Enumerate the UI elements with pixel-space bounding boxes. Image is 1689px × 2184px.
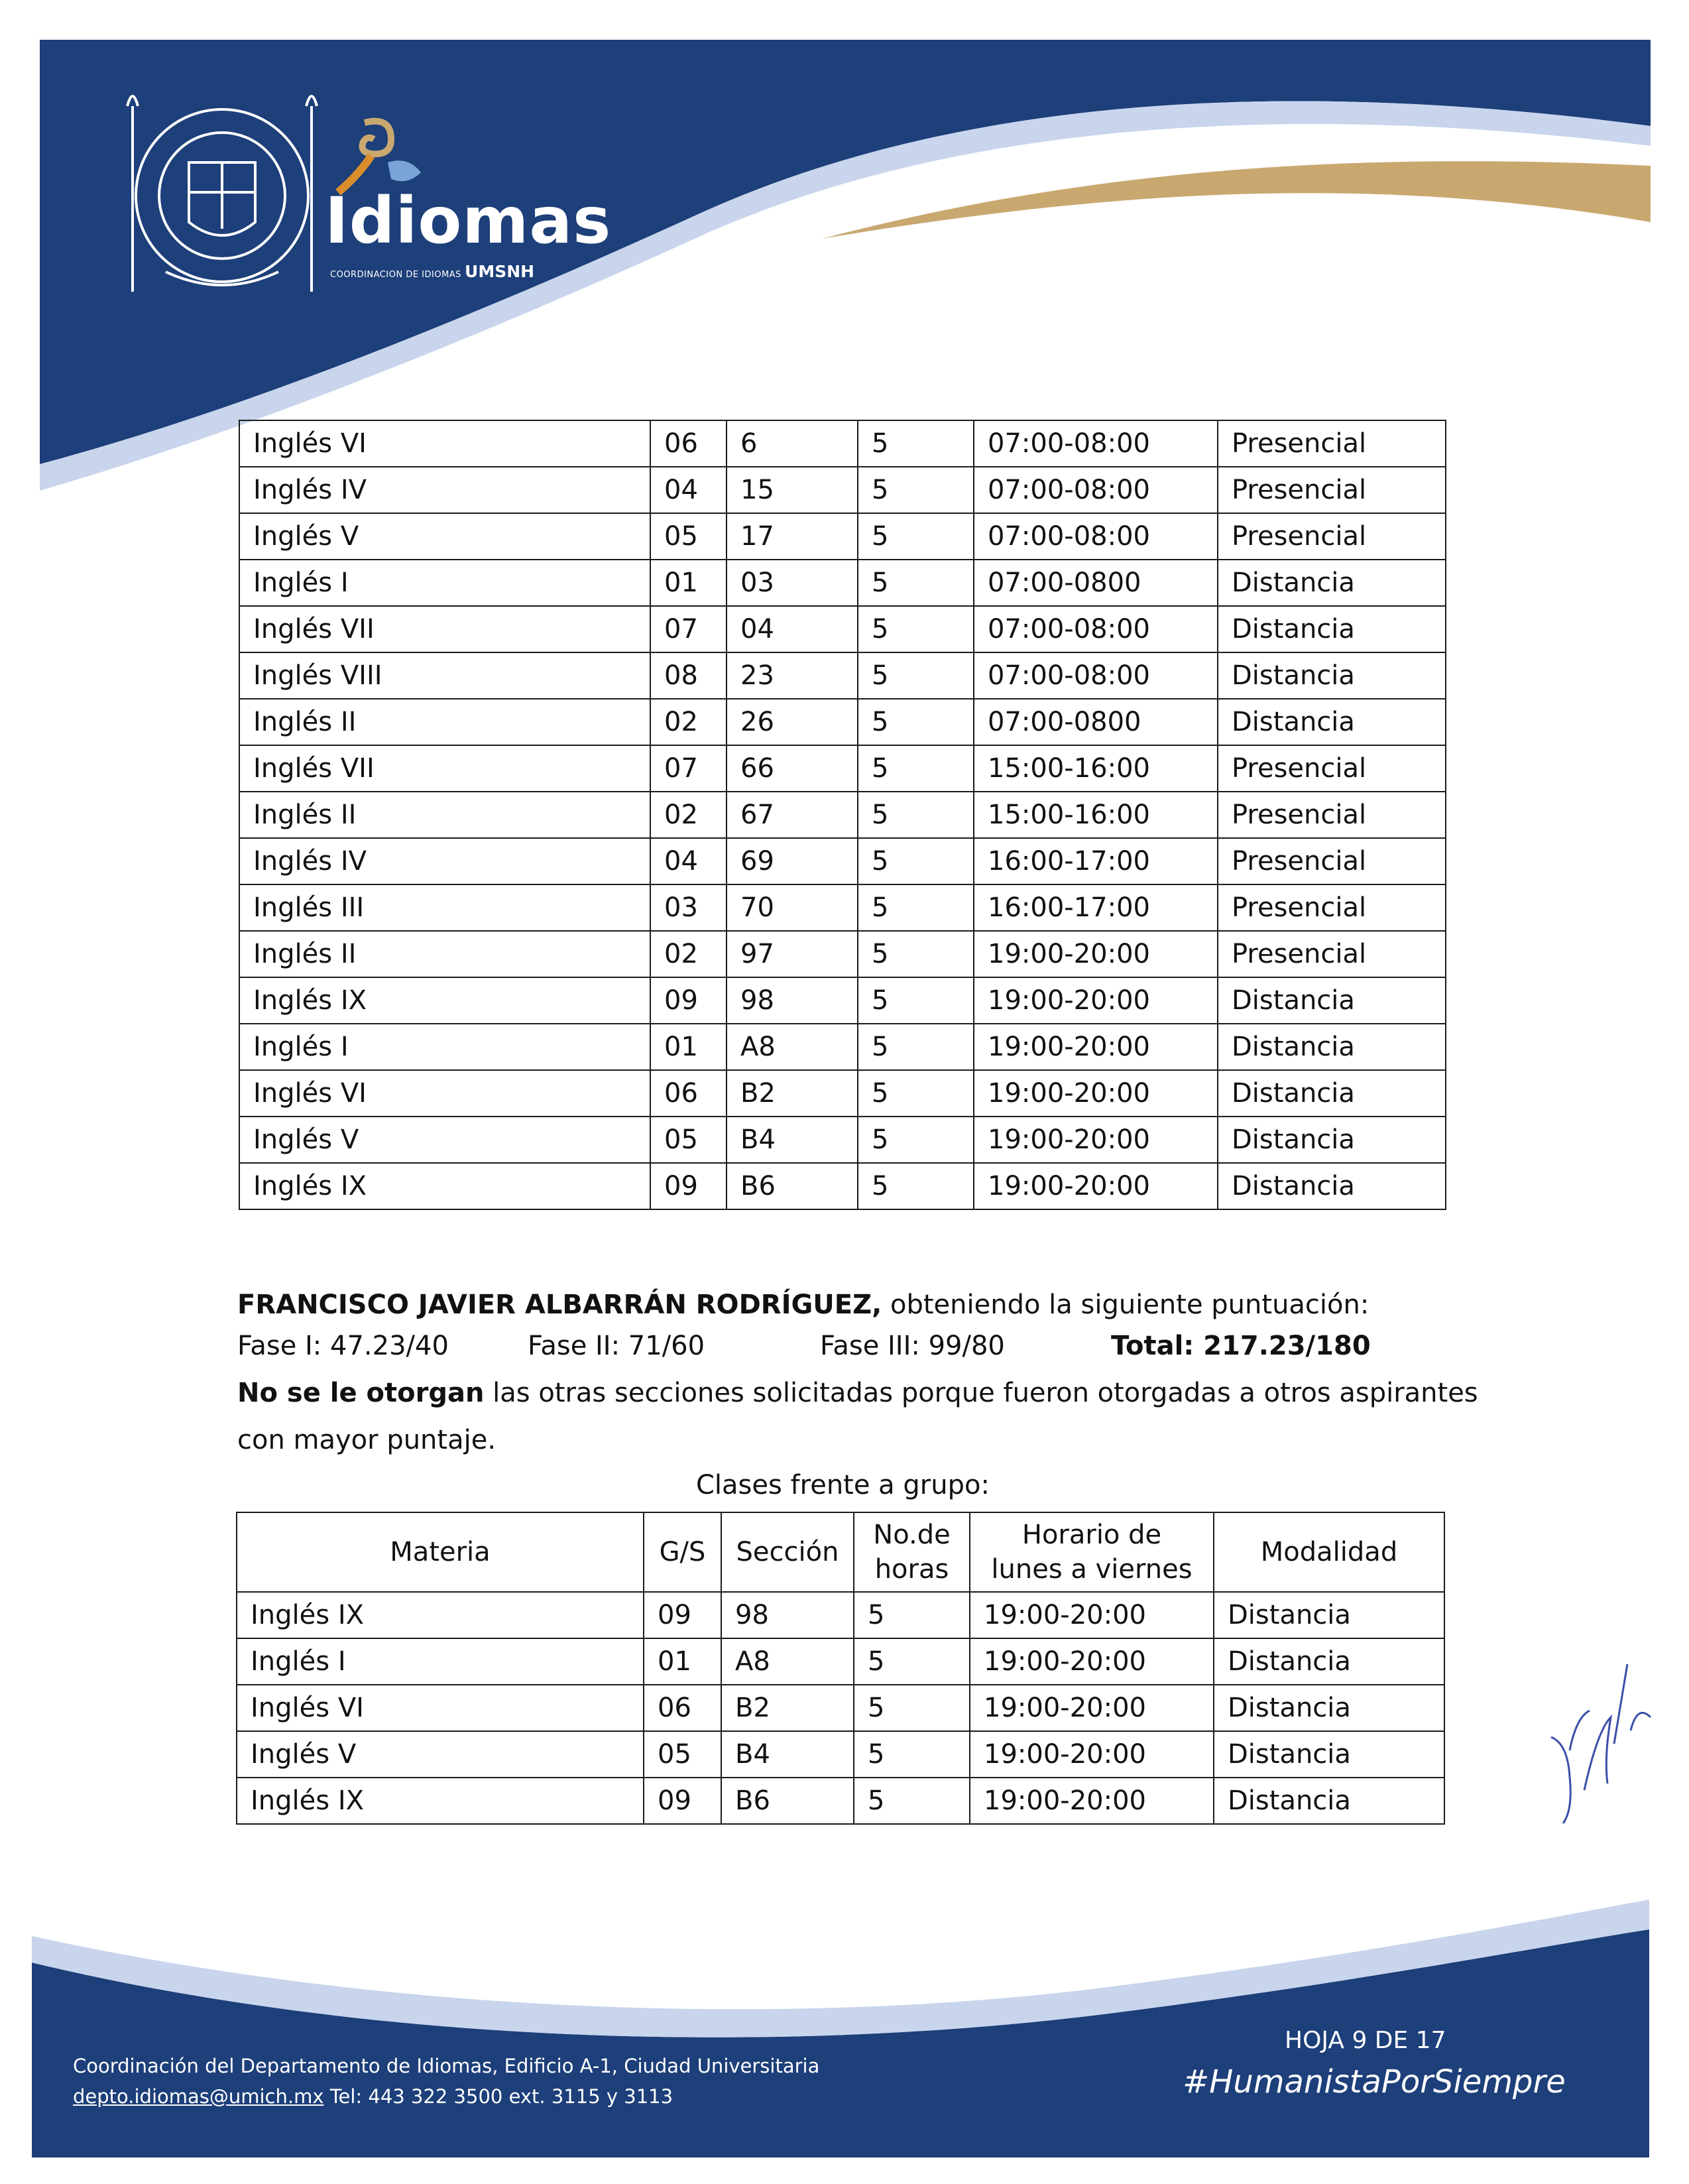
table-row bbox=[239, 792, 1446, 838]
cell-horario: 19:00-20:00 bbox=[974, 1117, 1218, 1163]
cell-materia: Inglés VIII bbox=[239, 652, 650, 699]
cell-seccion: 70 bbox=[727, 884, 858, 931]
cell-horario: 19:00-20:00 bbox=[970, 1731, 1214, 1778]
cell-materia: Inglés I bbox=[237, 1638, 644, 1685]
cell-horas: 5 bbox=[858, 699, 974, 745]
not-granted-note-line2: con mayor puntaje. bbox=[237, 1425, 496, 1455]
cell-gs: 04 bbox=[650, 467, 727, 513]
cell-horas: 5 bbox=[854, 1685, 970, 1731]
cell-materia: Inglés IX bbox=[239, 977, 650, 1024]
footer-email-link[interactable]: depto.idiomas@umich.mx bbox=[73, 2085, 324, 2108]
cell-seccion: 98 bbox=[721, 1592, 854, 1638]
table-row bbox=[239, 560, 1446, 606]
table-row bbox=[239, 1070, 1446, 1117]
table-row bbox=[237, 1592, 1444, 1638]
cell-gs: 07 bbox=[650, 745, 727, 792]
cell-horas: 5 bbox=[858, 467, 974, 513]
cell-seccion: 98 bbox=[727, 977, 858, 1024]
classes-title: Clases frente a grupo: bbox=[696, 1470, 990, 1500]
cell-seccion: 97 bbox=[727, 931, 858, 977]
cell-horario: 19:00-20:00 bbox=[974, 931, 1218, 977]
footer-contact: depto.idiomas@umich.mx Tel: 443 322 3500 ext. 3115 y 3113 bbox=[73, 2085, 673, 2108]
cell-modalidad: Distancia bbox=[1214, 1778, 1444, 1824]
cell-horas: 5 bbox=[858, 792, 974, 838]
cell-horas: 5 bbox=[858, 420, 974, 467]
cell-horas: 5 bbox=[858, 1070, 974, 1117]
table-row bbox=[239, 931, 1446, 977]
cell-modalidad: Presencial bbox=[1218, 931, 1446, 977]
cell-modalidad: Presencial bbox=[1218, 884, 1446, 931]
cell-modalidad: Presencial bbox=[1218, 467, 1446, 513]
table-row bbox=[239, 420, 1446, 467]
cell-horas: 5 bbox=[854, 1592, 970, 1638]
cell-gs: 09 bbox=[644, 1778, 721, 1824]
cell-horas: 5 bbox=[858, 838, 974, 884]
idiomas-wordmark: Idiomas bbox=[325, 184, 612, 258]
cell-horas: 5 bbox=[858, 652, 974, 699]
cell-horario: 15:00-16:00 bbox=[974, 745, 1218, 792]
cell-seccion: B6 bbox=[721, 1778, 854, 1824]
cell-gs: 01 bbox=[650, 1024, 727, 1070]
col-header-gs: G/S bbox=[644, 1512, 721, 1592]
cell-horas: 5 bbox=[854, 1731, 970, 1778]
cell-materia: Inglés IX bbox=[237, 1778, 644, 1824]
cell-horas: 5 bbox=[858, 745, 974, 792]
cell-seccion: B6 bbox=[727, 1163, 858, 1209]
cell-seccion: 03 bbox=[727, 560, 858, 606]
cell-seccion: A8 bbox=[721, 1638, 854, 1685]
cell-horario: 19:00-20:00 bbox=[970, 1592, 1214, 1638]
col-header-materia: Materia bbox=[237, 1512, 644, 1592]
cell-gs: 09 bbox=[650, 1163, 727, 1209]
table-row bbox=[237, 1731, 1444, 1778]
cell-seccion: B4 bbox=[721, 1731, 854, 1778]
candidate-intro: FRANCISCO JAVIER ALBARRÁN RODRÍGUEZ, obteniendo la siguiente puntuación: bbox=[237, 1290, 1369, 1320]
cell-modalidad: Distancia bbox=[1218, 1024, 1446, 1070]
cell-modalidad: Distancia bbox=[1218, 606, 1446, 652]
cell-gs: 06 bbox=[650, 420, 727, 467]
cell-seccion: 67 bbox=[727, 792, 858, 838]
cell-gs: 08 bbox=[650, 652, 727, 699]
cell-gs: 02 bbox=[650, 931, 727, 977]
cell-horas: 5 bbox=[858, 977, 974, 1024]
cell-horario: 07:00-08:00 bbox=[974, 467, 1218, 513]
cell-seccion: 69 bbox=[727, 838, 858, 884]
table-row bbox=[239, 884, 1446, 931]
cell-gs: 06 bbox=[650, 1070, 727, 1117]
table-row bbox=[239, 838, 1446, 884]
cell-seccion: 66 bbox=[727, 745, 858, 792]
cell-seccion: B4 bbox=[727, 1117, 858, 1163]
cell-materia: Inglés II bbox=[239, 699, 650, 745]
cell-horario: 19:00-20:00 bbox=[974, 1070, 1218, 1117]
cell-modalidad: Presencial bbox=[1218, 420, 1446, 467]
cell-gs: 05 bbox=[650, 1117, 727, 1163]
cell-modalidad: Presencial bbox=[1218, 513, 1446, 560]
cell-seccion: 17 bbox=[727, 513, 858, 560]
table-row bbox=[239, 1163, 1446, 1209]
idiomas-subtitle: COORDINACION DE IDIOMAS UMSNH bbox=[330, 262, 535, 281]
cell-materia: Inglés VI bbox=[237, 1685, 644, 1731]
cell-materia: Inglés V bbox=[239, 513, 650, 560]
cell-gs: 09 bbox=[650, 977, 727, 1024]
cell-seccion: 6 bbox=[727, 420, 858, 467]
cell-seccion: A8 bbox=[727, 1024, 858, 1070]
cell-materia: Inglés VI bbox=[239, 420, 650, 467]
cell-horas: 5 bbox=[854, 1638, 970, 1685]
cell-horas: 5 bbox=[858, 1024, 974, 1070]
table-row bbox=[239, 1024, 1446, 1070]
cell-horario: 19:00-20:00 bbox=[970, 1638, 1214, 1685]
cell-horario: 19:00-20:00 bbox=[970, 1685, 1214, 1731]
cell-gs: 05 bbox=[644, 1731, 721, 1778]
cell-seccion: 23 bbox=[727, 652, 858, 699]
cell-modalidad: Distancia bbox=[1218, 1070, 1446, 1117]
table-row bbox=[239, 513, 1446, 560]
cell-gs: 07 bbox=[650, 606, 727, 652]
cell-modalidad: Distancia bbox=[1214, 1592, 1444, 1638]
fase-1-score: Fase I: 47.23/40 bbox=[237, 1331, 449, 1361]
footer-banner bbox=[32, 1870, 1649, 2157]
classes-table-header bbox=[237, 1512, 1444, 1592]
cell-modalidad: Distancia bbox=[1218, 699, 1446, 745]
cell-horario: 19:00-20:00 bbox=[974, 1024, 1218, 1070]
table-row bbox=[237, 1638, 1444, 1685]
cell-materia: Inglés IX bbox=[239, 1163, 650, 1209]
table-row bbox=[239, 745, 1446, 792]
cell-horas: 5 bbox=[858, 560, 974, 606]
table-row bbox=[237, 1778, 1444, 1824]
cell-materia: Inglés VI bbox=[239, 1070, 650, 1117]
fase-2-score: Fase II: 71/60 bbox=[528, 1331, 705, 1361]
cell-horas: 5 bbox=[858, 606, 974, 652]
cell-gs: 04 bbox=[650, 838, 727, 884]
col-header-seccion: Sección bbox=[721, 1512, 854, 1592]
cell-gs: 02 bbox=[650, 792, 727, 838]
cell-materia: Inglés IV bbox=[239, 838, 650, 884]
cell-materia: Inglés II bbox=[239, 931, 650, 977]
cell-seccion: 26 bbox=[727, 699, 858, 745]
page-number: HOJA 9 DE 17 bbox=[1285, 2027, 1446, 2054]
cell-horario: 07:00-08:00 bbox=[974, 606, 1218, 652]
not-granted-note: No se le otorgan las otras secciones solicitadas porque fueron otorgadas a otros aspirantes bbox=[237, 1378, 1478, 1408]
cell-modalidad: Distancia bbox=[1218, 1163, 1446, 1209]
col-header-horario: Horario de lunes a viernes bbox=[970, 1512, 1214, 1592]
cell-materia: Inglés IX bbox=[237, 1592, 644, 1638]
university-seal-logo bbox=[113, 80, 331, 305]
cell-materia: Inglés VII bbox=[239, 606, 650, 652]
table-row bbox=[239, 606, 1446, 652]
cell-gs: 06 bbox=[644, 1685, 721, 1731]
cell-horario: 07:00-0800 bbox=[974, 560, 1218, 606]
cell-horas: 5 bbox=[858, 1117, 974, 1163]
cell-horas: 5 bbox=[854, 1778, 970, 1824]
col-header-modalidad: Modalidad bbox=[1214, 1512, 1444, 1592]
cell-horario: 16:00-17:00 bbox=[974, 838, 1218, 884]
cell-materia: Inglés V bbox=[237, 1731, 644, 1778]
cell-horas: 5 bbox=[858, 884, 974, 931]
candidate-name: FRANCISCO JAVIER ALBARRÁN RODRÍGUEZ, bbox=[237, 1290, 882, 1320]
schedule-table bbox=[239, 420, 1446, 1210]
cell-modalidad: Distancia bbox=[1214, 1685, 1444, 1731]
cell-seccion: 15 bbox=[727, 467, 858, 513]
cell-modalidad: Distancia bbox=[1218, 977, 1446, 1024]
cell-horario: 07:00-08:00 bbox=[974, 513, 1218, 560]
table-row bbox=[239, 699, 1446, 745]
cell-horario: 07:00-0800 bbox=[974, 699, 1218, 745]
cell-seccion: B2 bbox=[721, 1685, 854, 1731]
cell-materia: Inglés V bbox=[239, 1117, 650, 1163]
cell-seccion: B2 bbox=[727, 1070, 858, 1117]
cell-modalidad: Distancia bbox=[1214, 1731, 1444, 1778]
cell-gs: 05 bbox=[650, 513, 727, 560]
col-header-horas: No.de horas bbox=[854, 1512, 970, 1592]
cell-modalidad: Distancia bbox=[1218, 652, 1446, 699]
table-row bbox=[239, 467, 1446, 513]
idiomas-logo bbox=[325, 116, 612, 288]
cell-gs: 03 bbox=[650, 884, 727, 931]
cell-materia: Inglés II bbox=[239, 792, 650, 838]
classes-table bbox=[236, 1512, 1445, 1825]
cell-horario: 19:00-20:00 bbox=[970, 1778, 1214, 1824]
handwritten-signature bbox=[1538, 1658, 1657, 1830]
cell-horas: 5 bbox=[858, 513, 974, 560]
cell-modalidad: Distancia bbox=[1214, 1638, 1444, 1685]
table-row bbox=[239, 652, 1446, 699]
cell-horas: 5 bbox=[858, 1163, 974, 1209]
cell-materia: Inglés IV bbox=[239, 467, 650, 513]
cell-materia: Inglés I bbox=[239, 560, 650, 606]
cell-horario: 19:00-20:00 bbox=[974, 977, 1218, 1024]
footer-hashtag: #HumanistaPorSiempre bbox=[1183, 2063, 1566, 2100]
cell-horas: 5 bbox=[858, 931, 974, 977]
table-row bbox=[237, 1685, 1444, 1731]
cell-gs: 01 bbox=[650, 560, 727, 606]
cell-modalidad: Presencial bbox=[1218, 838, 1446, 884]
cell-seccion: 04 bbox=[727, 606, 858, 652]
cell-horario: 07:00-08:00 bbox=[974, 652, 1218, 699]
table-row bbox=[239, 977, 1446, 1024]
cell-modalidad: Distancia bbox=[1218, 560, 1446, 606]
cell-modalidad: Presencial bbox=[1218, 792, 1446, 838]
cell-materia: Inglés III bbox=[239, 884, 650, 931]
cell-modalidad: Presencial bbox=[1218, 745, 1446, 792]
fase-3-score: Fase III: 99/80 bbox=[820, 1331, 1005, 1361]
cell-modalidad: Distancia bbox=[1218, 1117, 1446, 1163]
cell-horario: 15:00-16:00 bbox=[974, 792, 1218, 838]
cell-materia: Inglés VII bbox=[239, 745, 650, 792]
total-score: Total: 217.23/180 bbox=[1111, 1331, 1371, 1361]
footer-address: Coordinación del Departamento de Idiomas, Edificio A-1, Ciudad Universitaria bbox=[73, 2055, 820, 2077]
cell-gs: 01 bbox=[644, 1638, 721, 1685]
cell-gs: 02 bbox=[650, 699, 727, 745]
cell-horario: 19:00-20:00 bbox=[974, 1163, 1218, 1209]
table-row bbox=[239, 1117, 1446, 1163]
cell-horario: 16:00-17:00 bbox=[974, 884, 1218, 931]
cell-materia: Inglés I bbox=[239, 1024, 650, 1070]
cell-horario: 07:00-08:00 bbox=[974, 420, 1218, 467]
cell-gs: 09 bbox=[644, 1592, 721, 1638]
